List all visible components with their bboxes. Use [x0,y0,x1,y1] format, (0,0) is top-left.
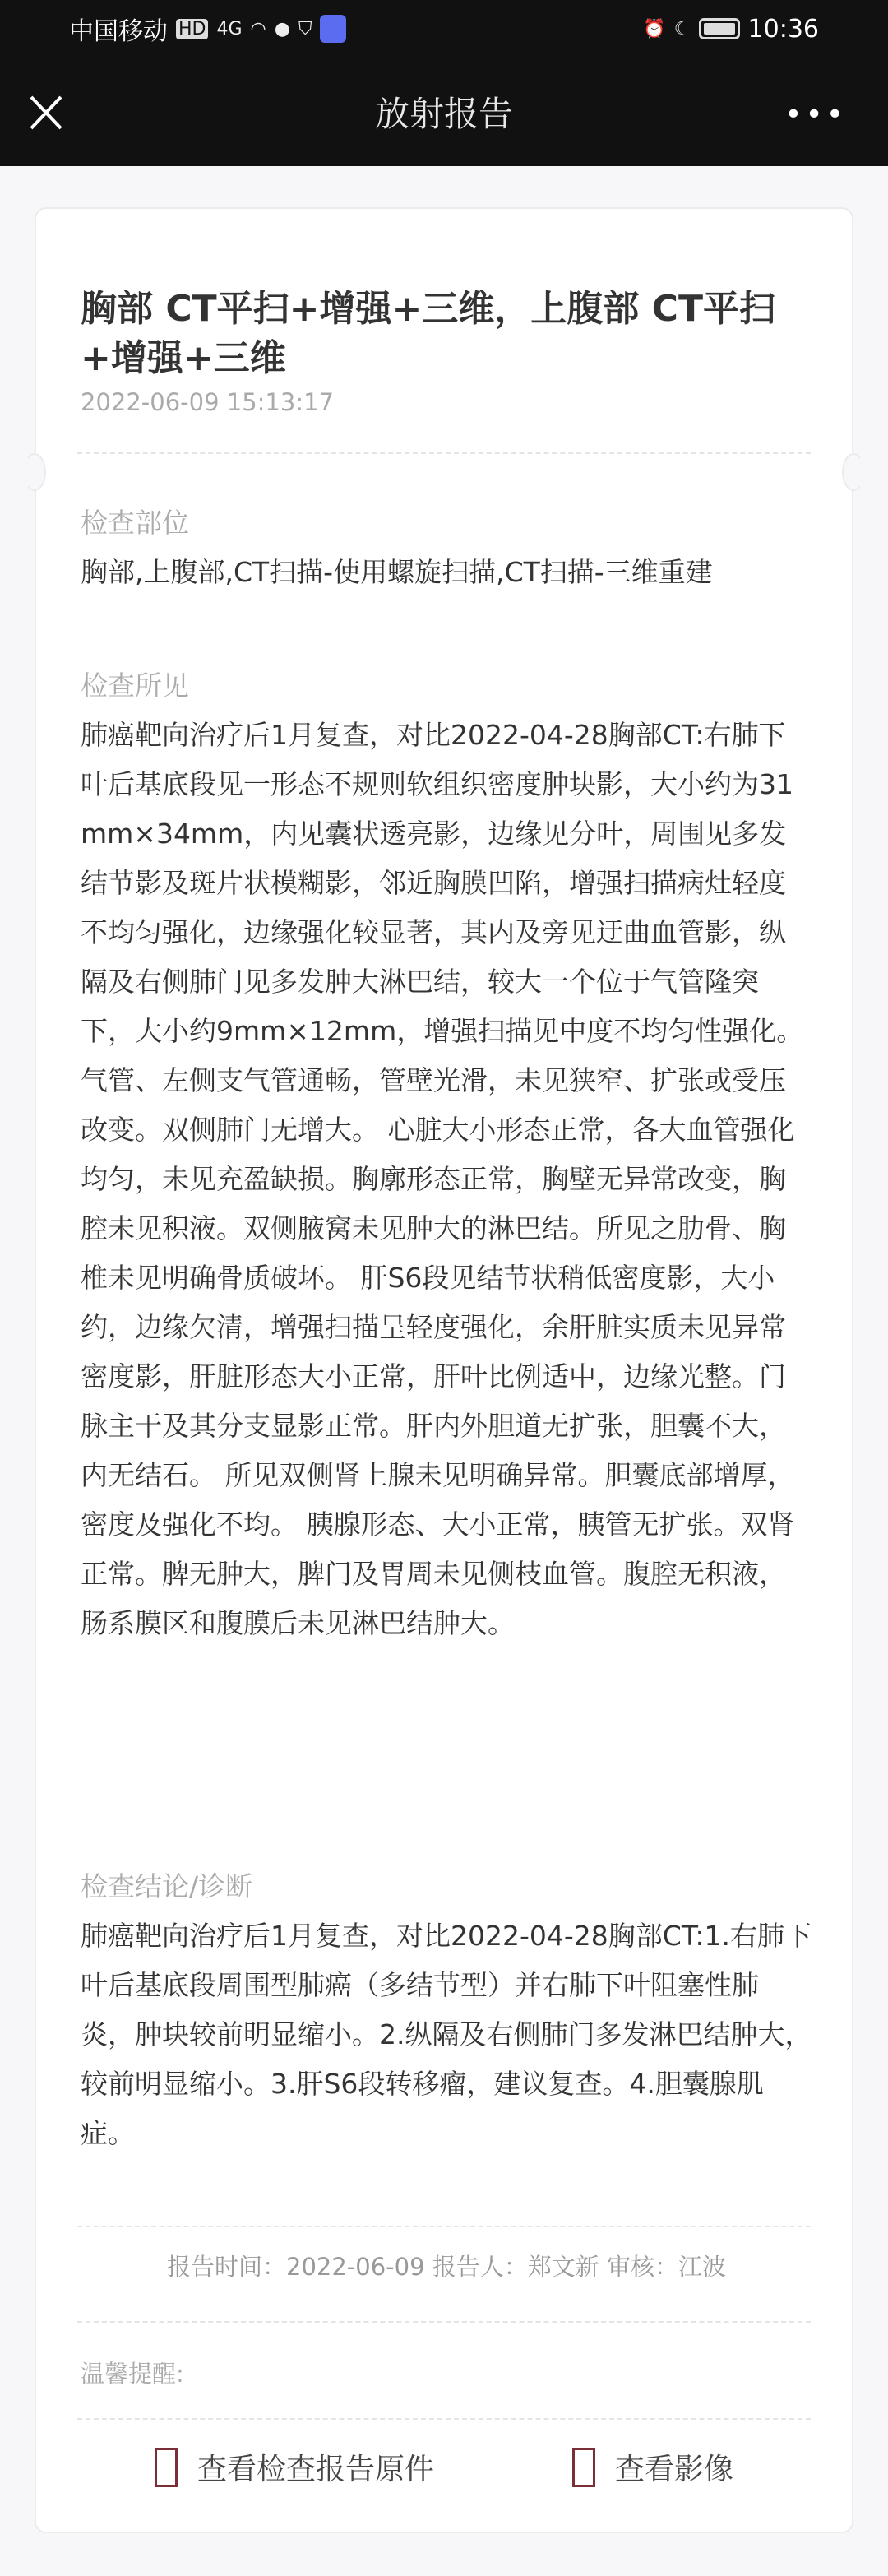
section-text: 胸部,上腹部,CT扫描-使用螺旋扫描,CT扫描-三维重建 [81,556,713,588]
section-label: 检查部位 [81,507,189,539]
section-text: 肺癌靶向治疗后1月复查，对比2022-04-28胸部CT:1.右肺下叶后基底段周围型肺癌（多结节型）并右肺下叶阻塞性肺炎，肿块较前明显缩小。2.纵隔及右侧肺门多发淋巴结肿大，较前明显缩小。3.肝S6段转移瘤，建议复查。4.胆囊腺肌症。 [81,1920,812,2149]
divider [77,2321,811,2323]
section-text: 肺癌靶向治疗后1月复查，对比2022-04-28胸部CT:右肺下叶后基底段见一形态不规则软组织密度肿块影，大小约为31mm×34mm，内见囊状透亮影，边缘见分叶，周围见多发结节影及斑片状模糊影，邻近胸膜凹陷，增强扫描病灶轻度不均匀强化，边缘强化较显著，其内及旁见迂曲血管影，纵隔及右侧肺门见多发肿大淋巴结，较大一个位于气管隆突下，大小约9mm×12mm，增强扫描见中度不均匀性强化。气管、左侧支气管通畅，管壁光滑，未见狭窄、扩张或受压改变。双侧肺门无增大。 心脏大小形态正常，各大血管强化均匀，未见充盈缺损。胸廓形态正常，胸壁无异常改变，胸腔未见积液。双侧腋窝未见肿大的淋巴结。所见之肋骨、胸椎未见明确骨质破坏。 肝S6段见结节状稍低密度影，大小约，边缘欠清，增强扫描呈轻度强化，余肝脏实质未见异常密度影，肝脏形态大小正常，肝叶比例适中，边缘光整。门脉主干及其分支显影正常。肝内外胆道无扩张，胆囊不大，内无结石。 所见双侧肾上腺未见明确异常。胆囊底部增厚，密度及强化不均。 胰腺形态、大小正常，胰管无扩张。双肾正常。脾无肿大，脾门及胃周未见侧枝血管。腹腔无积液，肠系膜区和腹膜后未见淋巴结肿大。 [81,719,804,1639]
nav-bar [0,58,888,166]
divider [77,2226,811,2227]
battery-icon [699,18,740,39]
shield-icon: ⛉ [298,18,312,39]
section-conclusion [81,1862,812,2158]
report-datetime: 2022-06-09 15:13:17 [81,388,334,416]
hd-icon: HD [176,19,208,39]
card-notch [842,453,865,491]
report-title: 胸部 CT平扫+增强+三维，上腹部 CT平扫+增强+三维 [81,288,775,379]
section-exam-site [81,498,812,597]
divider [77,452,811,454]
button-label: 查看检查报告原件 [197,2453,434,2486]
carrier-label: 中国移动 [69,17,168,46]
clock: 10:36 [747,14,819,44]
action-bar [36,2446,852,2488]
view-original-report-button[interactable] [155,2446,434,2488]
section-findings [81,661,812,1648]
wifi-icon: ◠ [250,18,266,39]
document-search-icon [155,2448,178,2487]
report-card [35,207,853,2533]
card-notch [23,453,46,491]
more-icon[interactable]: ••• [784,98,847,132]
audio-icon: ● [274,18,290,39]
tip-label: 温馨提醒: [81,2360,184,2388]
document-search-icon [572,2448,595,2487]
page-title: 放射报告 [374,94,513,134]
button-label: 查看影像 [614,2453,733,2486]
alarm-icon: ⏰ [643,18,666,39]
view-images-button[interactable] [572,2446,733,2488]
close-icon[interactable] [28,90,64,133]
signal-icon: 4G [216,18,243,39]
section-label: 检查结论/诊断 [81,1870,253,1902]
moon-icon: ☾ [673,18,691,39]
section-label: 检查所见 [81,669,189,702]
divider [77,2418,811,2420]
app-icon [320,15,346,43]
status-bar [0,0,888,58]
report-footer: 报告时间：2022-06-09 报告人：郑文新 审核：江波 [167,2253,726,2281]
